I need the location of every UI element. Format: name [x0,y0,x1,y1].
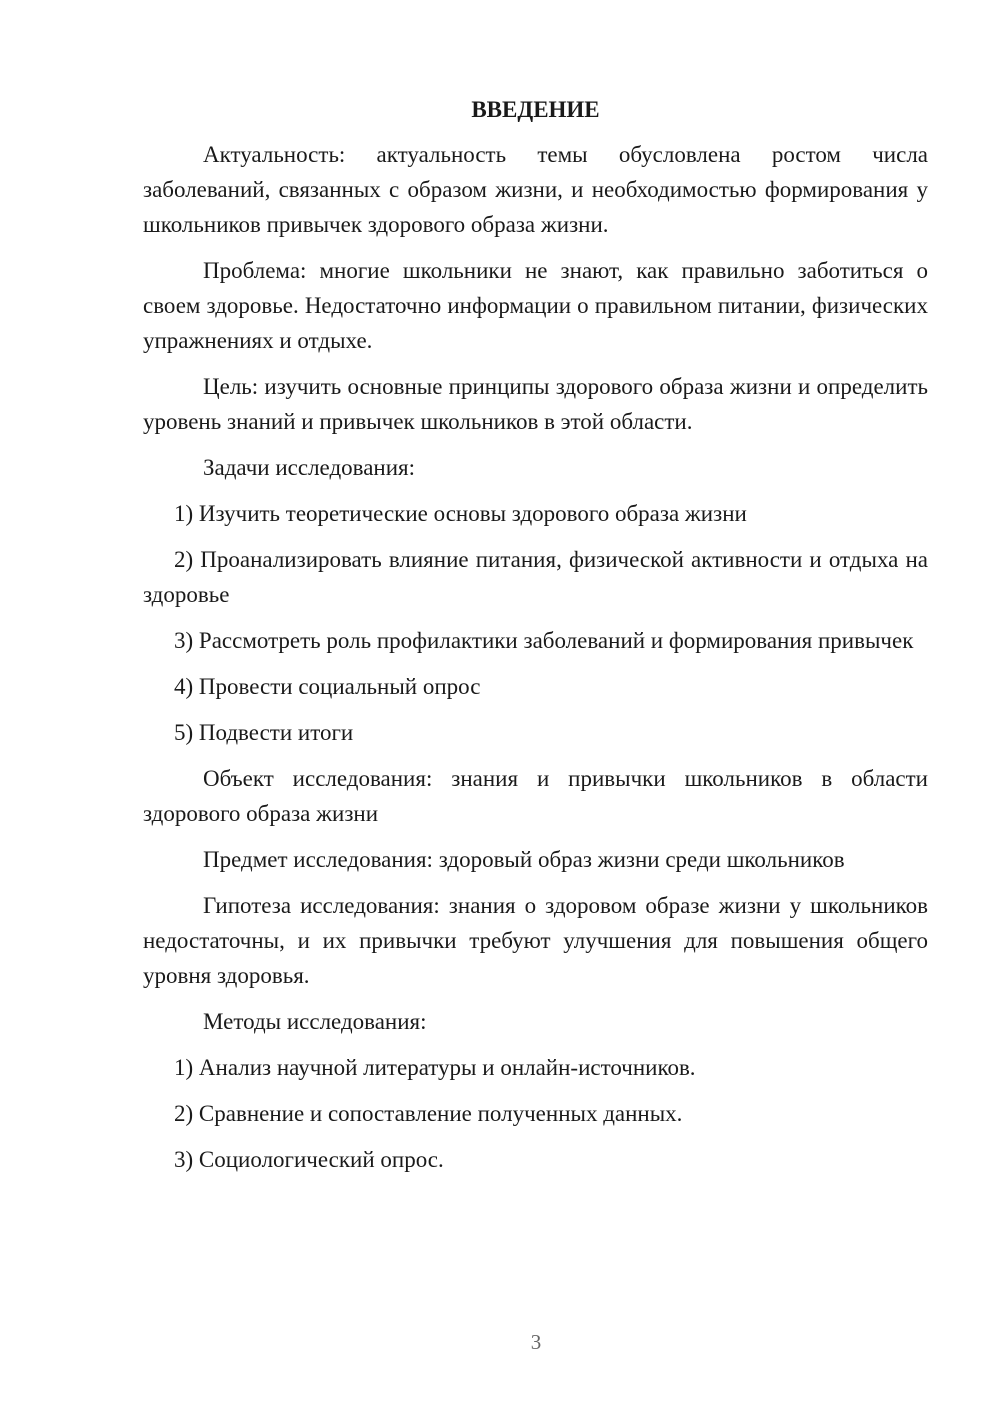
object-paragraph: Объект исследования: знания и привычки школьников в области здорового образа жизни [143,766,928,826]
method-item: 2) Сравнение и сопоставление полученных данных. [174,1101,683,1126]
subject-paragraph: Предмет исследования: здоровый образ жизни среди школьников [203,847,845,872]
task-item: 4) Провести социальный опрос [174,674,481,699]
page-number: 3 [530,1330,542,1354]
goal-paragraph: Цель: изучить основные принципы здорового образа жизни и определить уровень знаний и привычек школьников в этой области. [143,374,928,434]
task-item: 2) Проанализировать влияние питания, физической активности и отдыха на здоровье [143,547,928,607]
page-content [143,92,928,1188]
methods-heading: Методы исследования: [203,1009,427,1034]
tasks-heading: Задачи исследования: [203,455,416,480]
method-item: 3) Социологический опрос. [174,1147,444,1172]
method-item: 1) Анализ научной литературы и онлайн-источников. [174,1055,696,1080]
section-title: ВВЕДЕНИЕ [471,97,600,122]
hypothesis-paragraph: Гипотеза исследования: знания о здоровом образе жизни у школьников недостаточны, и их привычки требуют улучшения для повышения общего уровня здоровья. [143,893,928,988]
task-item: 1) Изучить теоретические основы здорового образа жизни [174,501,747,526]
relevance-paragraph: Актуальность: актуальность темы обусловлена ростом числа заболеваний, связанных с образом жизни, и необходимостью формирования у школьников привычек здорового образа жизни. [143,142,928,237]
task-item: 5) Подвести итоги [174,720,354,745]
task-item: 3) Рассмотреть роль профилактики заболеваний и формирования привычек [174,628,914,653]
problem-paragraph: Проблема: многие школьники не знают, как правильно заботиться о своем здоровье. Недостаточно информации о правильном питании, физических упражнениях и отдыхе. [143,258,928,353]
